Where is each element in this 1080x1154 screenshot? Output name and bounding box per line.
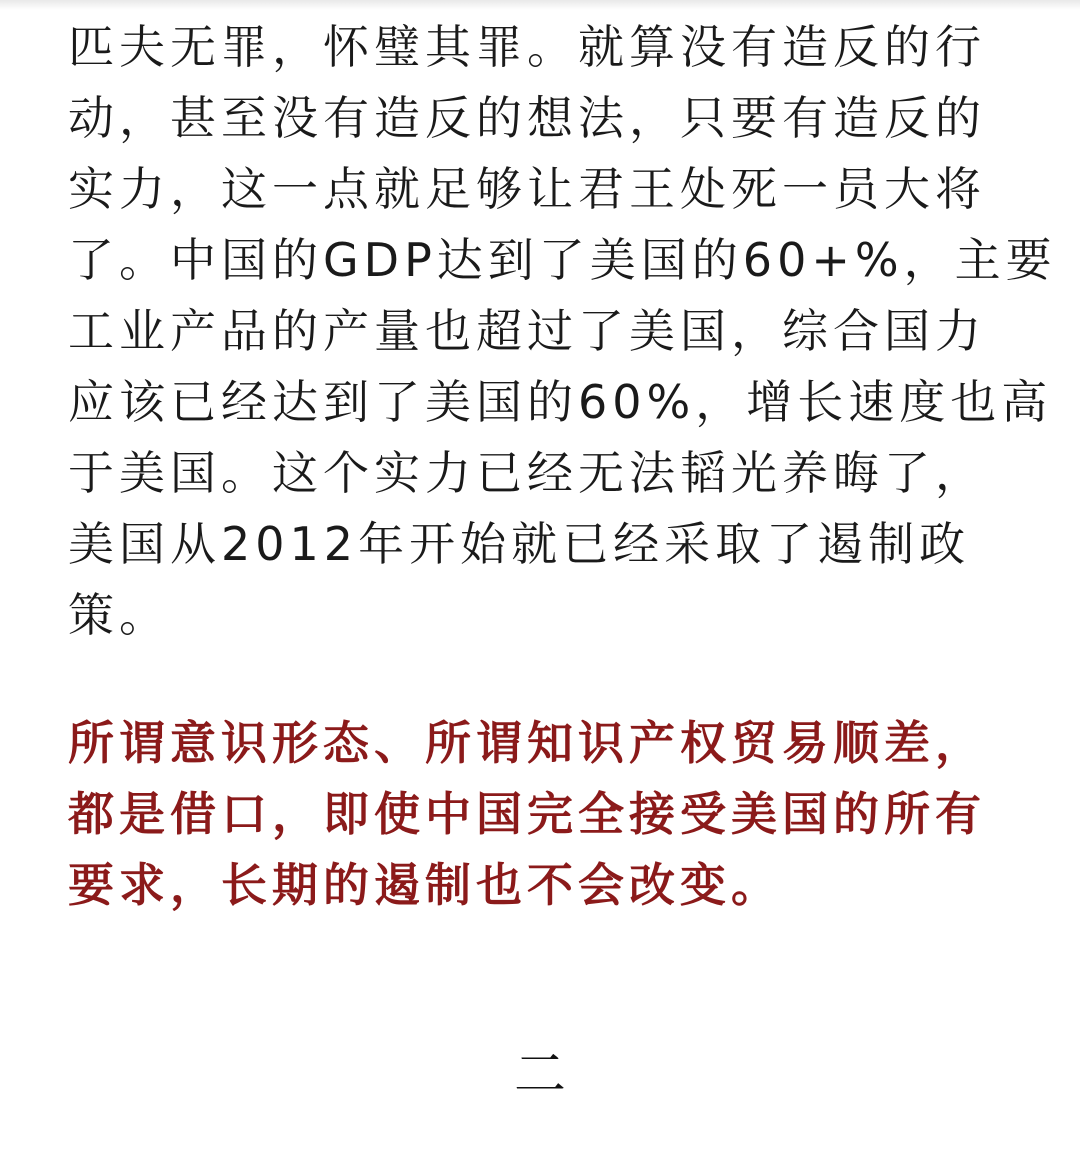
paragraph-body: [68, 12, 1057, 651]
paragraph-line: 工业产品的产量也超过了美国，综合国力: [68, 304, 986, 358]
highlight-line: 要求，长期的遏制也不会改变。: [68, 858, 782, 912]
paragraph-line: 匹夫无罪，怀璧其罪。就算没有造反的行: [68, 20, 986, 74]
section-number-heading: 二: [513, 1045, 566, 1105]
highlighted-paragraph: [68, 708, 1028, 921]
paragraph-line: 动，甚至没有造反的想法，只要有造反的: [68, 91, 986, 145]
paragraph-line: 美国从2012年开始就已经采取了遏制政: [68, 517, 971, 571]
paragraph-line: 实力，这一点就足够让君王处死一员大将: [68, 162, 986, 216]
top-edge-shadow: [0, 0, 1080, 10]
paragraph-line: 了。中国的GDP达到了美国的60+%，主要: [68, 233, 1057, 287]
article-body: [68, 12, 1057, 921]
highlight-line: 所谓意识形态、所谓知识产权贸易顺差，: [68, 716, 986, 770]
highlight-line: 都是借口，即使中国完全接受美国的所有: [68, 787, 986, 841]
paragraph-line: 策。: [68, 588, 170, 642]
paragraph-line: 于美国。这个实力已经无法韬光养晦了，: [68, 446, 986, 500]
paragraph-line: 应该已经达到了美国的60%，增长速度也高: [68, 375, 1053, 429]
